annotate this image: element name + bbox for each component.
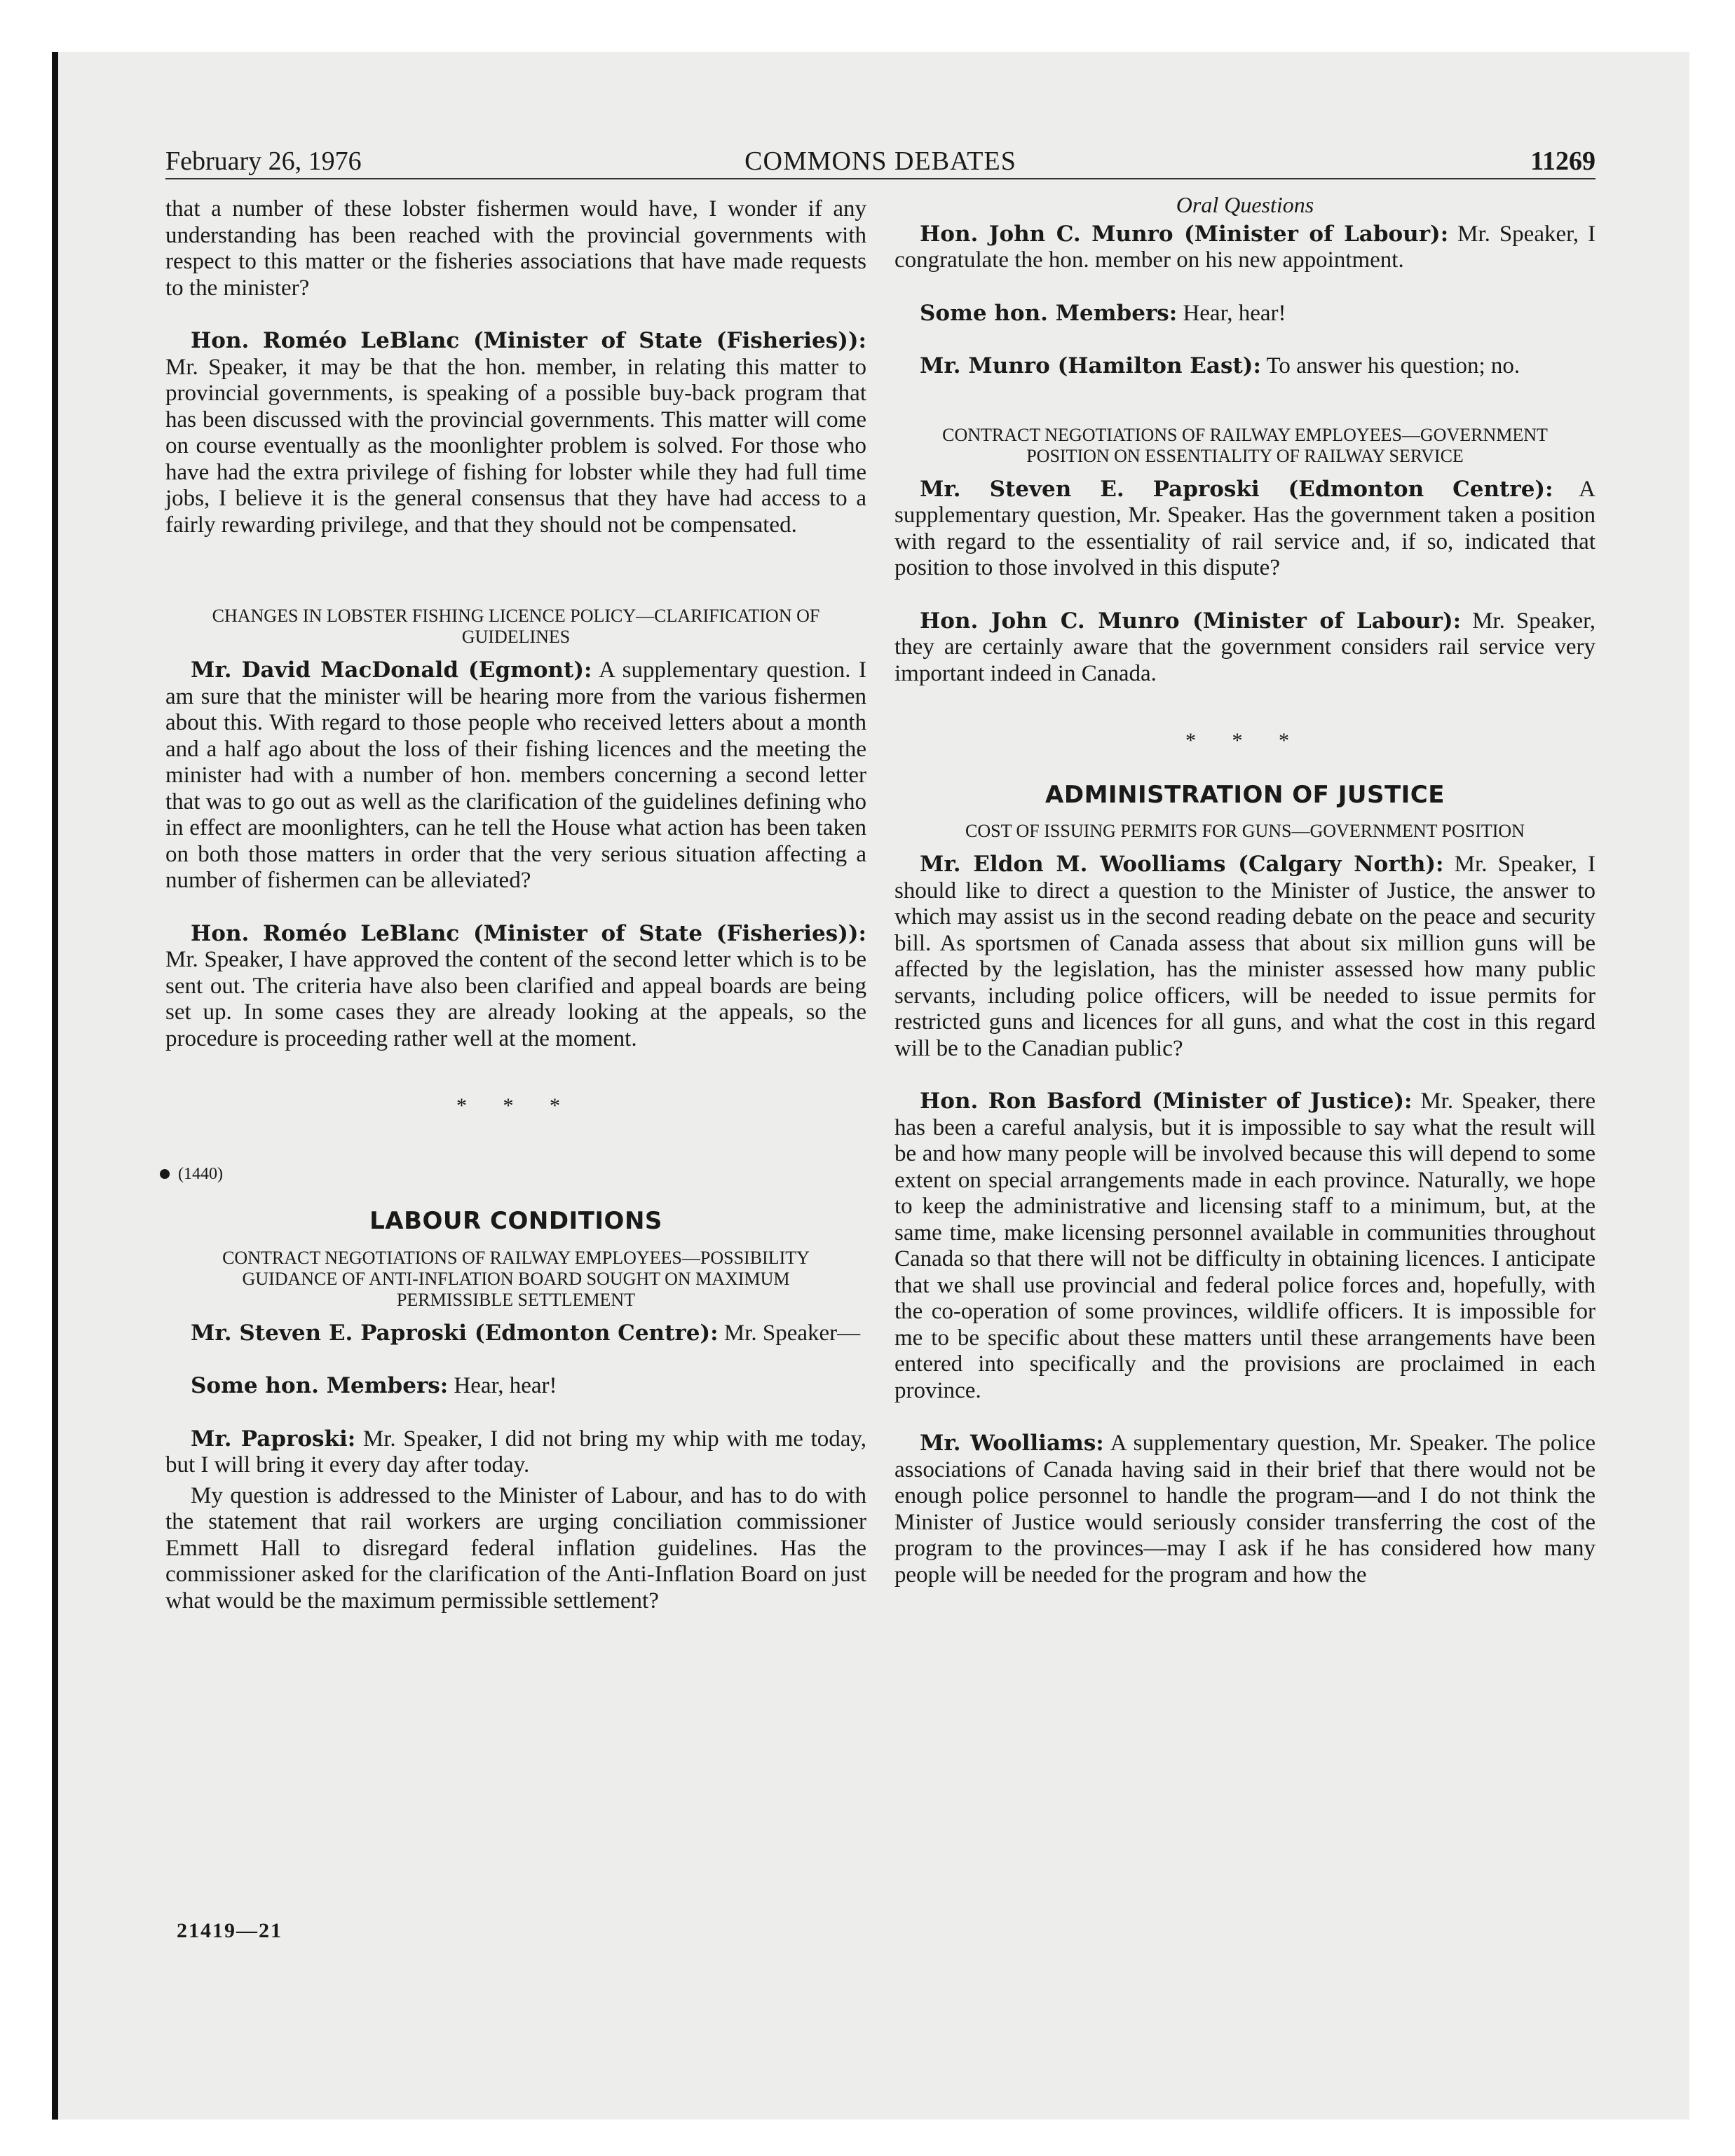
- speaker-name: Hon. Roméo LeBlanc (Minister of State (Fisheries)):: [191, 920, 866, 946]
- section-separator-stars: * * *: [1185, 729, 1305, 752]
- subheading: CHANGES IN LOBSTER FISHING LICENCE POLICY—CLARIFICATION OF GUIDELINES: [212, 606, 820, 647]
- column-header: Oral Questions: [1176, 192, 1314, 217]
- time-marker: (1440): [160, 1161, 866, 1188]
- speaker-name: Mr. David MacDonald (Egmont):: [191, 657, 592, 683]
- speaker-name: Mr. Steven E. Paproski (Edmonton Centre):: [920, 476, 1553, 502]
- speaker-name: Some hon. Members:: [920, 300, 1178, 326]
- speaker-name: Hon. John C. Munro (Minister of Labour):: [920, 221, 1449, 247]
- header-page-number: 11269: [1530, 146, 1595, 176]
- bullet-icon: [160, 1169, 170, 1179]
- paragraph: Hon. John C. Munro (Minister of Labour): Mr. Speaker, I congratulate the hon. member on his new appointment.: [894, 221, 1595, 273]
- speaker-name: Hon. Roméo LeBlanc (Minister of State (Fisheries)):: [191, 328, 866, 353]
- speaker-name: Mr. Paproski:: [191, 1426, 356, 1452]
- paragraph: Hon. Roméo LeBlanc (Minister of State (Fisheries)): Mr. Speaker, I have approved the content of the second letter which is to be sent out. The criteria have also been clarified and appeal boards are being set up. In some cases they are already looking at the appeals, so the procedure is proceeding rather well at the moment.: [165, 920, 866, 1051]
- paragraph: that a number of these lobster fishermen would have, I wonder if any understanding has been reached with the provincial governments with respect to this matter or the fisheries associations that have made requests to the minister?: [165, 196, 866, 301]
- section-heading: LABOUR CONDITIONS: [369, 1207, 662, 1235]
- paragraph: Mr. Paproski: Mr. Speaker, I did not bring my whip with me today, but I will bring it every day after today.: [165, 1426, 866, 1478]
- paragraph: Some hon. Members: Hear, hear!: [920, 300, 1286, 326]
- paragraph: Mr. Munro (Hamilton East): To answer his question; no.: [920, 353, 1520, 378]
- paragraph: My question is addressed to the Minister of Labour, and has to do with the statement that rail workers are urging conciliation commissioner Emmett Hall to disregard federal inflation guidelines. Has the commissioner asked for the clarification of the Anti-Inflation Board on just what would be the maximum permissible settlement?: [165, 1482, 866, 1613]
- right-column: [894, 192, 1595, 1588]
- paragraph: Hon. Ron Basford (Minister of Justice): Mr. Speaker, there has been a careful analysis, but it is impossible to say what the result will be and how many people will be involved because this will depend to some extent on special arrangements made in each province. Naturally, we hope to keep the administrative and licensing staff to a minimum, but, at the same time, make licensing personnel available in communities throughout Canada so that there will not be difficulty in obtaining licences. I anticipate that we shall use provincial and federal police forces and, hopefully, with the co-operation of some provinces, wildlife officers. It is impossible for me to be specific about these matters until these arrangements have been entered into specifically and the provisions are proclaimed in each province.: [894, 1089, 1595, 1403]
- paragraph: Mr. Steven E. Paproski (Edmonton Centre): Mr. Speaker—: [191, 1320, 861, 1346]
- header-date: February 26, 1976: [165, 146, 362, 176]
- subheading: CONTRACT NEGOTIATIONS OF RAILWAY EMPLOYEES—POSSIBILITY GUIDANCE OF ANTI-INFLATION BOARD SOUGHT ON MAXIMUM PERMISSIBLE SETTLEMENT: [222, 1247, 810, 1310]
- paragraph: Hon. Roméo LeBlanc (Minister of State (Fisheries)): Mr. Speaker, it may be that the hon. member, in relating this matter to provincial governments, is speaking of a possible buy-back program that has been discussed with the provincial governments. This matter will come on course eventually as the moonlighter problem is solved. For those who have had the extra privilege of fishing for lobster while they had full time jobs, I believe it is the general consensus that they have had access to a fairly rewarding privilege, and that they should not be compensated.: [165, 328, 866, 538]
- section-separator-stars: * * *: [456, 1094, 576, 1117]
- section-heading: ADMINISTRATION OF JUSTICE: [1045, 780, 1445, 809]
- paragraph: Mr. Eldon M. Woolliams (Calgary North): Mr. Speaker, I should like to direct a question to the Minister of Justice, the answer to which may assist us in the second reading debate on the peace and security bill. As sportsmen of Canada assess that about six million guns will be affected by the legislation, has the minister assessed how many public servants, including police officers, will be needed to issue permits for restricted guns and licences for all guns, and what the cost in this regard will be to the Canadian public?: [894, 852, 1595, 1061]
- paragraph: Mr. Steven E. Paproski (Edmonton Centre): A supplementary question, Mr. Speaker. Has the government taken a position with regard to the essentiality of rail service and, if so, indicated that position to those involved in this dispute?: [894, 476, 1595, 580]
- footer-code: 21419—21: [177, 1919, 283, 1942]
- speaker-name: Hon. John C. Munro (Minister of Labour):: [920, 608, 1462, 634]
- paragraph: Hon. John C. Munro (Minister of Labour): Mr. Speaker, they are certainly aware that the government considers rail service very important indeed in Canada.: [894, 608, 1595, 686]
- speaker-name: Some hon. Members:: [191, 1373, 449, 1398]
- subheading: COST OF ISSUING PERMITS FOR GUNS—GOVERNMENT POSITION: [965, 821, 1525, 841]
- speaker-name: Mr. Eldon M. Woolliams (Calgary North):: [920, 852, 1444, 877]
- paragraph: Mr. David MacDonald (Egmont): A supplementary question. I am sure that the minister will be hearing more from the various fishermen about this. With regard to those people who received letters about a month and a half ago about the loss of their fishing licences and the meeting the minister had with a number of hon. members concerning a second letter that was to go out as well as the clarification of the guidelines defining who in effect are moonlighters, can he tell the House what action has been taken on both those matters in order that the very serious situation affecting a number of fishermen can be alleviated?: [165, 657, 866, 893]
- speaker-name: Mr. Woolliams:: [920, 1431, 1104, 1456]
- speaker-name: Mr. Steven E. Paproski (Edmonton Centre):: [191, 1320, 719, 1346]
- page-header: [165, 144, 1595, 179]
- header-title: COMMONS DEBATES: [744, 146, 1016, 176]
- speaker-name: Mr. Munro (Hamilton East):: [920, 353, 1261, 378]
- left-column: [165, 196, 866, 1614]
- subheading: CONTRACT NEGOTIATIONS OF RAILWAY EMPLOYEES—GOVERNMENT POSITION ON ESSENTIALITY OF RAILWAY SERVICE: [942, 424, 1548, 466]
- header-rule: [165, 178, 1595, 179]
- paragraph: Mr. Woolliams: A supplementary question, Mr. Speaker. The police associations of Canada having said in their brief that there would not be enough police personnel to handle the program—and I do not think the Minister of Justice would seriously consider transferring the cost of the program to the provinces—may I ask if he has considered how many people will be needed for the program and how the: [894, 1431, 1595, 1588]
- speaker-name: Hon. Ron Basford (Minister of Justice):: [920, 1089, 1413, 1114]
- paragraph: Some hon. Members: Hear, hear!: [191, 1373, 557, 1398]
